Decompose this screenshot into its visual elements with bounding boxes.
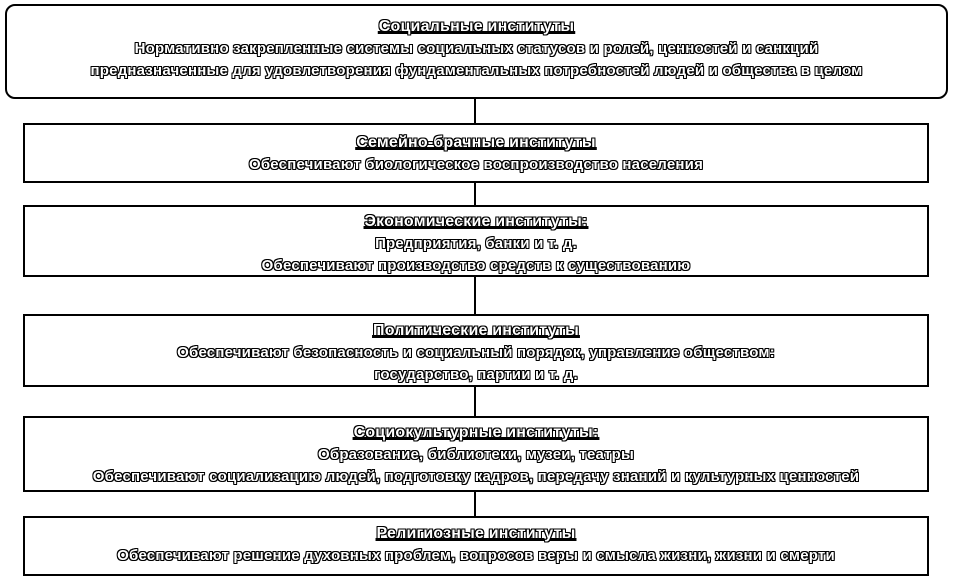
node-political-institutes — [23, 314, 929, 387]
node-title: Экономические институты: — [364, 213, 588, 230]
node-description-line: Обеспечивают производство средств к существованию — [261, 257, 691, 274]
node-title: Политические институты — [373, 322, 579, 339]
node-sociocultural-institutes — [23, 416, 929, 492]
connector-family-economic — [474, 183, 476, 205]
node-description-line: Обеспечивают безопасность и социальный порядок, управление обществом: — [177, 344, 775, 361]
root-title: Социальные институты — [378, 18, 575, 35]
node-description-line: государство, партии и т. д. — [374, 366, 578, 383]
connector-political-sociocultural — [474, 387, 476, 416]
node-religious-institutes — [23, 516, 929, 576]
root-node-social-institutes — [5, 4, 948, 99]
node-description-line: Обеспечивают социализацию людей, подготовку кадров, передачу знаний и культурных ценностей — [92, 468, 860, 485]
node-description-line: Образование, библиотеки, музеи, театры — [317, 446, 634, 463]
root-description-line: Нормативно закрепленные системы социальных статусов и ролей, ценностей и санкций — [134, 40, 819, 57]
node-title: Семейно-брачные институты — [356, 134, 596, 151]
node-title: Социокультурные институты: — [353, 424, 599, 441]
node-family-institutes — [23, 123, 929, 183]
node-economic-institutes — [23, 205, 929, 277]
node-description-line: Обеспечивают биологическое воспроизводство населения — [248, 156, 704, 173]
root-description-line: предназначенные для удовлетворения фундаментальных потребностей людей и общества в целом — [90, 62, 863, 79]
connector-sociocultural-religious — [474, 492, 476, 516]
node-title: Религиозные институты — [376, 525, 576, 542]
node-description-line: Обеспечивают решение духовных проблем, вопросов веры и смысла жизни, жизни и смерти — [117, 547, 835, 564]
connector-root-family — [474, 99, 476, 123]
node-description-line: Предприятия, банки и т. д. — [375, 235, 577, 252]
connector-economic-political — [474, 277, 476, 314]
